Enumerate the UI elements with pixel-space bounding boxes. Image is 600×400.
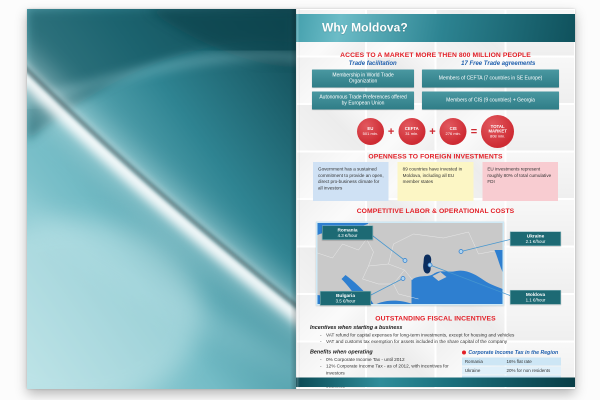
tax-table-title: Corporate Income Tax in the Region: [468, 349, 559, 356]
labor-cost-map-section: [310, 217, 561, 311]
free-trade-subheading: 17 Free Trade agreements: [461, 59, 536, 67]
table-cell-rate: 20% for non residents: [506, 368, 551, 374]
plus-icon: +: [429, 125, 436, 138]
bullet-item: - 0% Corporate Income Tax - until 2012: [320, 356, 454, 363]
bullet-item: - VAT and customs tax exemption for assets included in the share capital of the company: [320, 338, 561, 345]
labor-rate: 4.3 €/hour: [337, 233, 358, 238]
bullet-item: - 12% Corporate Income Tax - as of 2012, with incentives for investors: [320, 363, 454, 376]
labor-rate: 3.5 €/hour: [335, 298, 356, 304]
openness-heading: OPENNESS TO FOREIGN INVESTMENTS: [368, 152, 503, 160]
eu-investments-card: EU investments represent roughly 80% of total cumulative FDI: [482, 162, 558, 201]
table-cell-rate: 16% flat rate: [506, 359, 532, 365]
map-label-romania: [322, 226, 373, 241]
fiscal-incentives-heading: OUTSTANDING FISCAL INCENTIVES: [375, 314, 496, 322]
table-cell-country: Ukraine: [464, 368, 481, 374]
wto-membership-box: Membership in World Trade Organization: [312, 70, 414, 88]
circle-value: 501 mln.: [362, 131, 379, 137]
starting-business-subheading: Incentives when starting a business: [310, 324, 403, 331]
benefits-operating-subheading: Benefits when operating: [310, 349, 373, 356]
map-label-moldova: [510, 290, 561, 305]
cefta-market-circle: [398, 118, 425, 145]
atp-box: Autonomous Trade Preferences offered by European Union: [312, 92, 414, 110]
circle-label: CEFTA: [404, 126, 419, 132]
circle-value: 808 mln.: [489, 134, 506, 139]
plus-icon: +: [387, 125, 395, 138]
country-name: Romania: [337, 227, 358, 233]
circle-value: 276 mln.: [445, 131, 461, 137]
left-page-artwork: [27, 9, 296, 389]
table-row: [462, 367, 561, 375]
cefta-members-box: Members of CEFTA (7 countries in SE Europe): [422, 70, 559, 88]
circle-value: 31 mln.: [405, 131, 419, 137]
bullet-item: - VAT refund for capital expenses for long-term investments, except for housing and vehicles: [320, 332, 561, 339]
tax-table-header: [462, 350, 561, 356]
total-market-circle: [481, 115, 514, 148]
page-body: [310, 45, 561, 374]
cis-market-circle: [440, 118, 467, 145]
circle-label: EU: [367, 126, 374, 132]
table-row: [462, 358, 561, 366]
market-access-heading: ACCES TO A MARKET MORE THEN 800 MILLION PEOPLE: [340, 51, 531, 59]
trade-facilitation-subheading: Trade facilitation: [348, 59, 397, 67]
trade-boxes-grid: [312, 70, 559, 110]
red-bullet-icon: [462, 351, 466, 355]
investment-cards: [313, 162, 558, 201]
circle-label: TOTAL MARKET: [488, 123, 507, 134]
brochure-spread: [27, 9, 575, 389]
map-label-bulgaria: [320, 291, 371, 306]
country-name: Ukraine: [526, 233, 545, 239]
government-commitment-card: Government has a sustained commitment to provide an open, direct pro-business climate for all investors: [313, 162, 389, 201]
footer-teal-bar: [296, 378, 575, 388]
circle-label: CIS: [449, 126, 457, 132]
page-title: Why Moldova?: [322, 21, 408, 35]
equals-icon: =: [470, 125, 478, 138]
country-name: Bulgaria: [335, 293, 355, 299]
eu-market-circle: [357, 118, 384, 145]
starting-business-bullets: [320, 332, 561, 345]
labor-costs-heading: COMPETITIVE LABOR & OPERATIONAL COSTS: [356, 207, 515, 215]
countries-invested-card: 89 countries have invested in Moldova, including all EU member states: [398, 162, 474, 201]
teal-swirl-art: [27, 9, 296, 389]
trade-subheadings: [310, 60, 561, 67]
labor-rate: 2.1 €/hour: [525, 239, 546, 244]
labor-rate: 1.1 €/hour: [525, 297, 546, 303]
right-page: [296, 9, 575, 389]
country-name: Moldova: [525, 292, 546, 298]
map-label-ukraine: [510, 232, 561, 247]
market-equation: [310, 115, 561, 149]
page-header-band: [296, 14, 575, 42]
cis-members-box: Members of CIS (9 countries) + Georgia: [422, 92, 559, 110]
table-cell-country: Romania: [464, 359, 483, 365]
